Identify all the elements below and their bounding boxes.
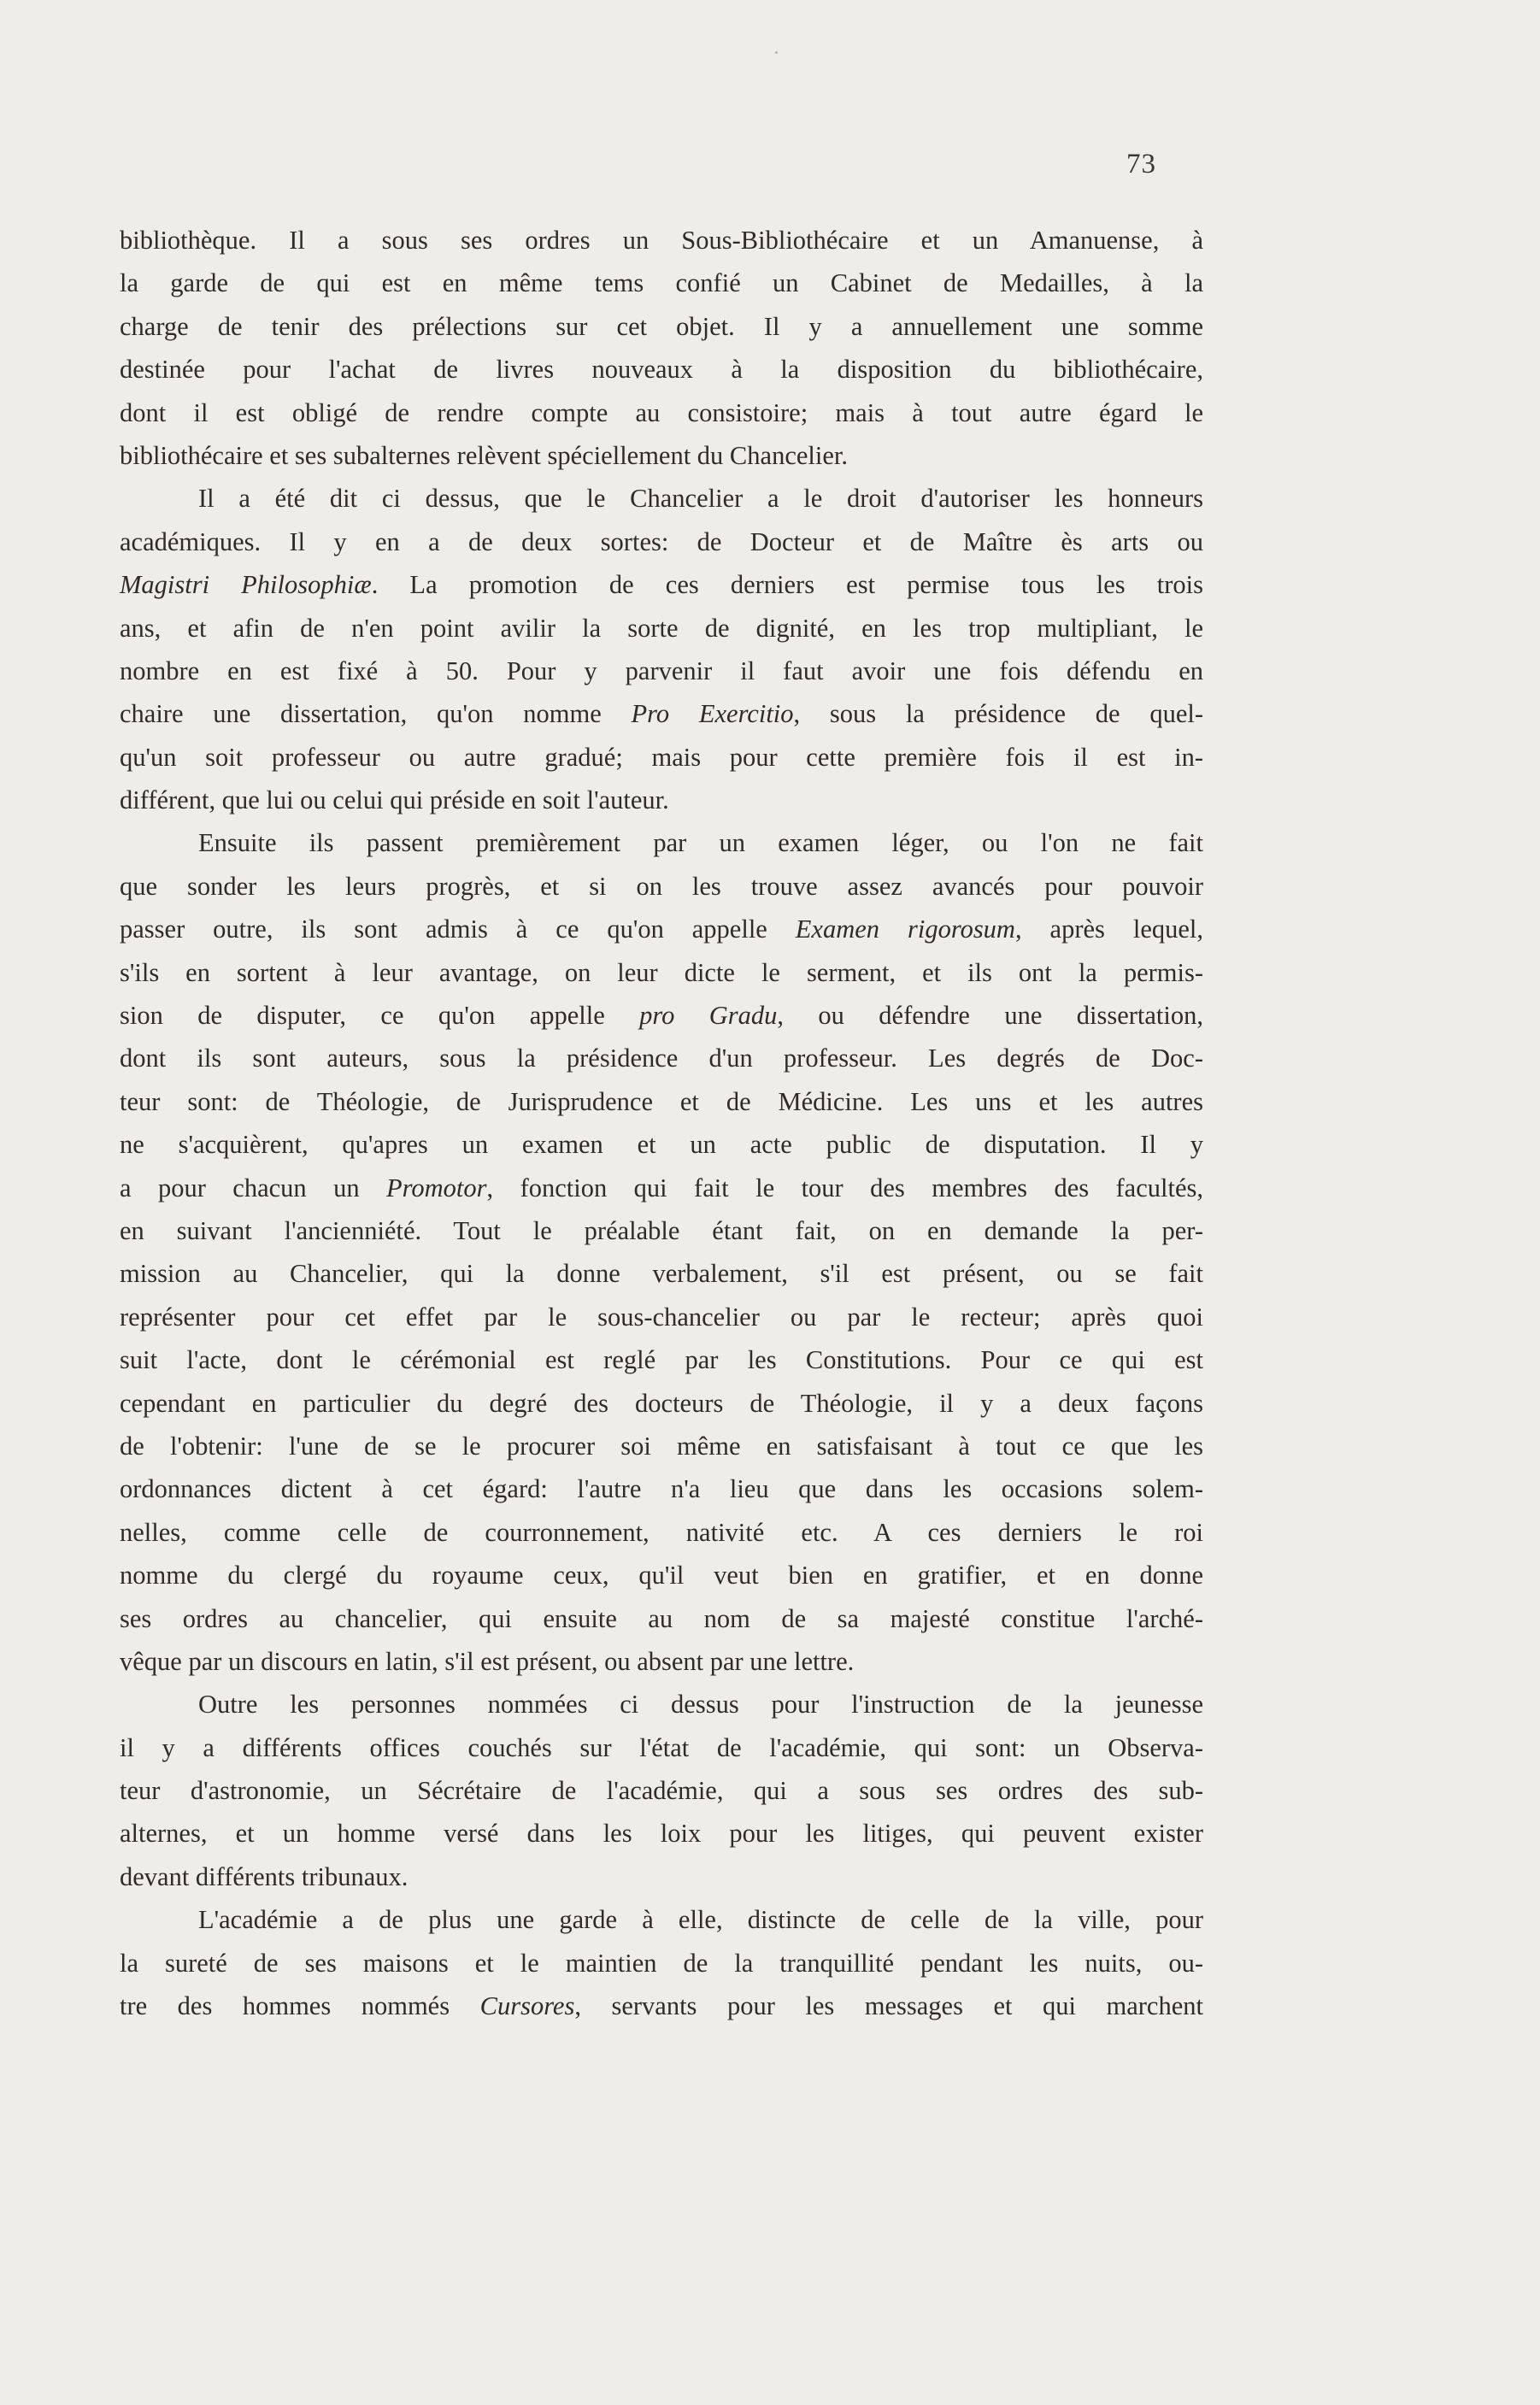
text-line: vêque par un discours en latin, s'il est présent, ou absent par une lettre. [120, 1646, 855, 1676]
paragraph [120, 219, 1203, 477]
text-line: ses ordres au chancelier, qui ensuite au nom de sa majesté constitue l'arché- [120, 1603, 1203, 1633]
text-line: différent, que lui ou celui qui préside en soit l'auteur. [120, 785, 669, 815]
text-line: suit l'acte, dont le cérémonial est reglé par les Constitutions. Pour ce qui est [120, 1345, 1203, 1375]
text-line: ne s'acquièrent, qu'apres un examen et un acte public de disputation. Il y [120, 1130, 1203, 1160]
text-line: chaire une dissertation, qu'on nomme Pro Exercitio, sous la présidence de quel- [120, 699, 1203, 729]
text-line: s'ils en sortent à leur avantage, on leur dicte le serment, et ils ont la permis- [120, 957, 1203, 987]
paragraph [120, 477, 1203, 821]
text-line: ans, et afin de n'en point avilir la sorte de dignité, en les trop multipliant, le [120, 613, 1203, 643]
text-line: destinée pour l'achat de livres nouveaux à la disposition du bibliothécaire, [120, 355, 1203, 385]
text-line: ordonnances dictent à cet égard: l'autre n'a lieu que dans les occasions solem- [120, 1474, 1203, 1504]
text-line: en suivant l'ancienniété. Tout le préalable étant fait, on en demande la per- [120, 1215, 1203, 1245]
text-line: tre des hommes nommés Cursores, servants pour les messages et qui marchent [120, 1991, 1203, 2021]
text-line: Il a été dit ci dessus, que le Chancelier a le droit d'autoriser les honneurs [198, 484, 1203, 514]
text-line: Outre les personnes nommées ci dessus pour l'instruction de la jeunesse [198, 1690, 1203, 1720]
text-line: Magistri Philosophiæ. La promotion de ces derniers est permise tous les trois [120, 570, 1203, 600]
text-line: nelles, comme celle de courronnement, nativité etc. A ces derniers le roi [120, 1517, 1203, 1547]
paper-speck [775, 51, 778, 54]
text-line: représenter pour cet effet par le sous-chancelier ou par le recteur; après quoi [120, 1302, 1203, 1332]
text-line: bibliothèque. Il a sous ses ordres un Sous-Bibliothécaire et un Amanuense, à [120, 226, 1203, 255]
paragraph [120, 1683, 1203, 1898]
text-line: de l'obtenir: l'une de se le procurer soi même en satisfaisant à tout ce que les [120, 1431, 1203, 1461]
text-line: mission au Chancelier, qui la donne verbalement, s'il est présent, ou se fait [120, 1259, 1203, 1289]
text-line: L'académie a de plus une garde à elle, distincte de celle de la ville, pour [198, 1905, 1203, 1935]
text-line: il y a différents offices couchés sur l'état de l'académie, qui sont: un Observa- [120, 1732, 1203, 1762]
text-line: qu'un soit professeur ou autre gradué; mais pour cette première fois il est in- [120, 742, 1203, 772]
text-line: bibliothécaire et ses subalternes relèvent spéciellement du Chancelier. [120, 440, 848, 470]
latin-term: Promotor [386, 1173, 487, 1202]
latin-term: pro Gradu [639, 1001, 778, 1031]
text-line: devant différents tribunaux. [120, 1861, 409, 1891]
paragraph [120, 1898, 1203, 2027]
page-number: 73 [1126, 149, 1156, 179]
text-line: dont ils sont auteurs, sous la présidence d'un professeur. Les degrés de Doc- [120, 1044, 1203, 1073]
text-line: cependant en particulier du degré des docteurs de Théologie, il y a deux façons [120, 1388, 1203, 1418]
text-line: dont il est obligé de rendre compte au consistoire; mais à tout autre égard le [120, 397, 1203, 427]
text-line: teur d'astronomie, un Sécrétaire de l'académie, qui a sous ses ordres des sub- [120, 1776, 1203, 1806]
text-line: teur sont: de Théologie, de Jurisprudence et de Médicine. Les uns et les autres [120, 1086, 1203, 1116]
latin-term: Examen rigorosum [795, 914, 1015, 944]
latin-term: Cursores [479, 1991, 575, 2021]
text-line: a pour chacun un Promotor, fonction qui fait le tour des membres des facultés, [120, 1173, 1203, 1202]
text-line: passer outre, ils sont admis à ce qu'on appelle Examen rigorosum, après lequel, [120, 914, 1204, 944]
text-line: la garde de qui est en même tems confié un Cabinet de Medailles, à la [120, 268, 1203, 298]
text-line: académiques. Il y en a de deux sortes: de Docteur et de Maître ès arts ou [120, 526, 1203, 556]
body-text [120, 219, 1203, 2027]
text-line: Ensuite ils passent premièrement par un examen léger, ou l'on ne fait [198, 828, 1203, 858]
latin-term: Magistri Philosophiæ [120, 570, 372, 600]
text-line: la sureté de ses maisons et le maintien de la tranquillité pendant les nuits, ou- [120, 1948, 1203, 1978]
paragraph [120, 821, 1203, 1683]
latin-term: Pro Exercitio [631, 699, 794, 729]
text-line: charge de tenir des prélections sur cet objet. Il y a annuellement une somme [120, 311, 1203, 341]
text-line: alternes, et un homme versé dans les loix pour les litiges, qui peuvent exister [120, 1819, 1203, 1849]
text-line: sion de disputer, ce qu'on appelle pro Gradu, ou défendre une dissertation, [120, 1001, 1203, 1031]
text-line: nombre en est fixé à 50. Pour y parvenir il faut avoir une fois défendu en [120, 656, 1203, 685]
text-line: nomme du clergé du royaume ceux, qu'il veut bien en gratifier, et en donne [120, 1561, 1203, 1591]
text-line: que sonder les leurs progrès, et si on les trouve assez avancés pour pouvoir [120, 871, 1203, 901]
